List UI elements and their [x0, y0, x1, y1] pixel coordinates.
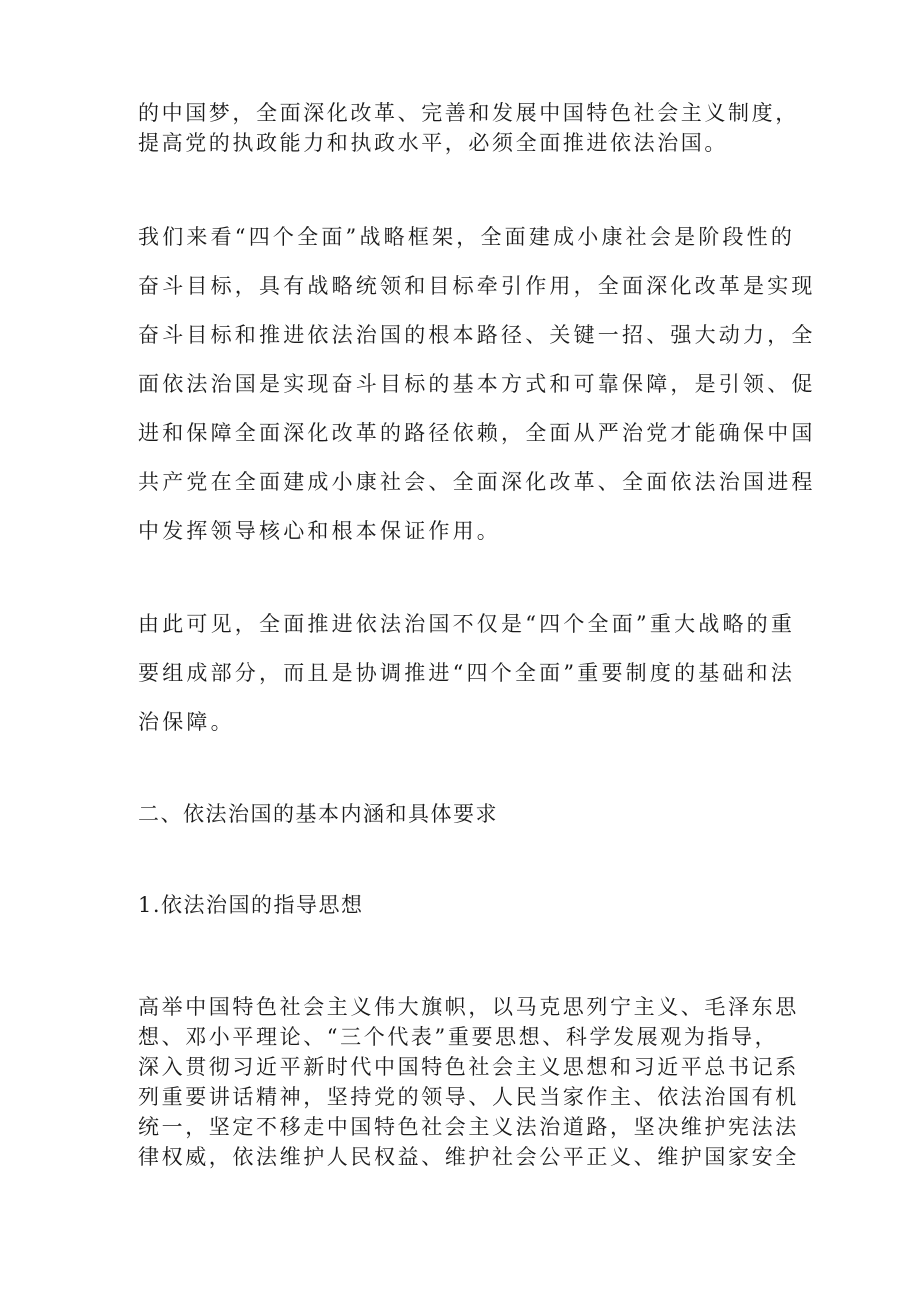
text-line: 高举中国特色社会主义伟大旗帜，以马克思列宁主义、毛泽东思	[138, 995, 799, 1019]
text-line: 我们来看“四个全面”战略框架，全面建成小康社会是阶段性的	[138, 225, 796, 249]
text-line: 提高党的执政能力和执政水平，必须全面推进依法治国。	[138, 131, 728, 155]
text-line: 奋斗目标和推进依法治国的根本路径、关键一招、强大动力，全	[138, 323, 816, 347]
text-line: 要组成部分，而且是协调推进“四个全面”重要制度的基础和法	[138, 661, 796, 685]
text-line: 律权威，依法维护人民权益、维护社会公平正义、维护国家安全	[138, 1145, 799, 1169]
text-line: 统一，坚定不移走中国特色社会主义法治道路，坚决维护宪法法	[138, 1115, 799, 1139]
section-heading: 二、依法治国的基本内涵和具体要求	[138, 802, 498, 826]
text-line: 中发挥领导核心和根本保证作用。	[138, 519, 501, 543]
text-line: 面依法治国是实现奋斗目标的基本方式和可靠保障，是引领、促	[138, 372, 816, 396]
text-line: 共产党在全面建成小康社会、全面深化改革、全面依法治国进程	[138, 470, 816, 494]
subsection-heading: 1.依法治国的指导思想	[138, 893, 364, 917]
text-line: 列重要讲话精神，坚持党的领导、人民当家作主、依法治国有机	[138, 1085, 799, 1109]
text-line: 治保障。	[138, 710, 235, 734]
text-line: 的中国梦，全面深化改革、完善和发展中国特色社会主义制度，	[138, 101, 799, 125]
text-line: 深入贯彻习近平新时代中国特色社会主义思想和习近平总书记系	[138, 1055, 799, 1079]
text-line: 想、邓小平理论、“三个代表”重要思想、科学发展观为指导，	[138, 1025, 779, 1049]
text-line: 进和保障全面深化改革的路径依赖，全面从严治党才能确保中国	[138, 421, 816, 445]
text-line: 奋斗目标，具有战略统领和目标牵引作用，全面深化改革是实现	[138, 274, 816, 298]
text-line: 由此可见，全面推进依法治国不仅是“四个全面”重大战略的重	[138, 612, 796, 636]
